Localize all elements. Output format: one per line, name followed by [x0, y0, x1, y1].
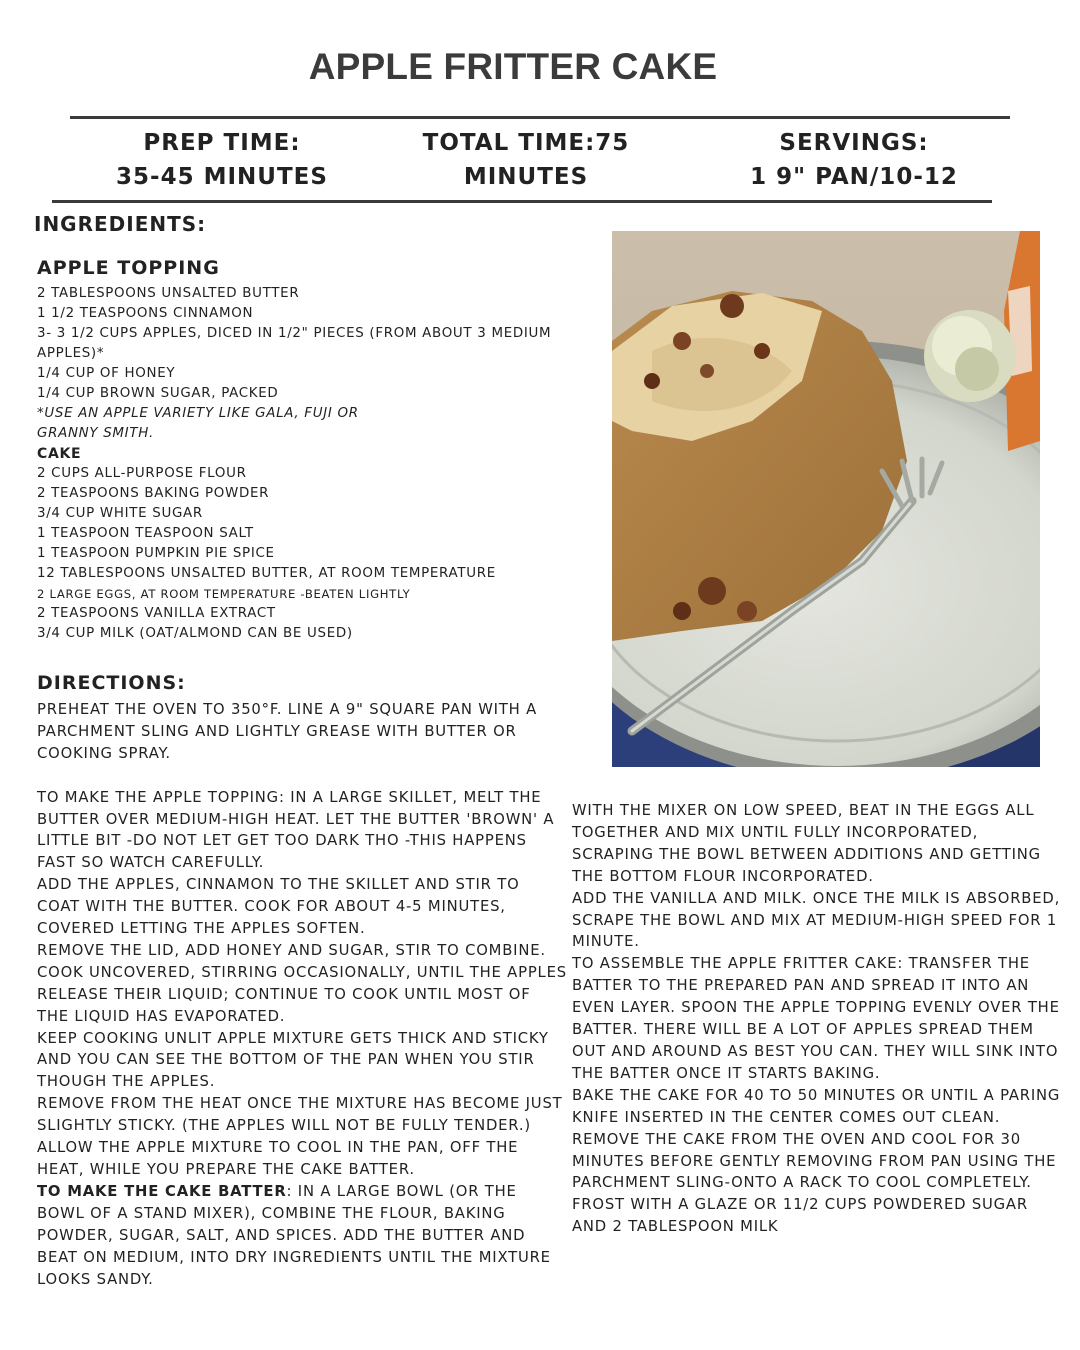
ingredient-item: 12 TABLESPOONS UNSALTED BUTTER, AT ROOM TEMPERATURE	[37, 566, 496, 581]
apple-topping-heading: APPLE TOPPING	[37, 257, 220, 279]
servings-value: 1 9" PAN/10-12	[750, 164, 958, 190]
ingredient-item: 2 CUPS ALL-PURPOSE FLOUR	[37, 466, 247, 481]
direction-step: TO MAKE THE APPLE TOPPING: IN A LARGE SKILLET, MELT THE BUTTER OVER MEDIUM-HIGH HEAT. LET THE BUTTER 'BROWN' A LITTLE BIT -DO NOT LET GET TOO DARK THO -THIS HAPPENS FAST SO WATCH CAREFULLY.	[37, 788, 555, 872]
total-time-value: MINUTES	[463, 164, 589, 190]
direction-step: ADD THE APPLES, CINNAMON TO THE SKILLET AND STIR TO COAT WITH THE BUTTER. COOK FOR ABOUT 4-5 MINUTES, COVERED LETTING THE APPLES SOFTEN.	[37, 876, 520, 938]
directions-heading: DIRECTIONS:	[37, 672, 186, 694]
ingredients-heading: INGREDIENTS:	[34, 212, 207, 236]
directions-right-column	[572, 800, 1064, 1238]
ingredient-item: 1 TEASPOON PUMPKIN PIE SPICE	[37, 546, 275, 561]
ingredient-item: 3- 3 1/2 CUPS APPLES, DICED IN 1/2" PIECES (FROM ABOUT 3 MEDIUM APPLES)*	[37, 326, 552, 361]
ingredient-item: 2 LARGE EGGS, AT ROOM TEMPERATURE -BEATEN LIGHTLY	[37, 587, 411, 601]
ingredient-item: 1 TEASPOON TEASPOON SALT	[37, 526, 254, 541]
ingredient-item: 3/4 CUP MILK (OAT/ALMOND CAN BE USED)	[37, 626, 353, 641]
divider-bottom	[52, 200, 992, 203]
ingredient-item: 2 TABLESPOONS UNSALTED BUTTER	[37, 286, 300, 301]
ingredient-item: 2 TEASPOONS VANILLA EXTRACT	[37, 606, 276, 621]
cake-batter-text: : IN A LARGE BOWL (OR THE BOWL OF A STAND MIXER), COMBINE THE FLOUR, BAKING POWDER, SUGAR, SALT, AND SPICES. ADD THE BUTTER AND BEAT ON MEDIUM, INTO DRY INGREDIENTS UNTIL THE MIXTURE LOOKS SANDY.	[37, 1182, 551, 1288]
divider-top	[70, 116, 1010, 119]
directions-left-column	[37, 699, 567, 1290]
direction-step: FROST WITH A GLAZE OR 11/2 CUPS POWDERED SUGAR AND 2 TABLESPOON MILK	[572, 1196, 1028, 1236]
ingredient-item: 1/4 CUP OF HONEY	[37, 366, 176, 381]
direction-step: REMOVE THE LID, ADD HONEY AND SUGAR, STIR TO COMBINE. COOK UNCOVERED, STIRRING OCCASIONALLY, UNTIL THE APPLES RELEASE THEIR LIQUID; CONTINUE TO COOK UNTIL MOST OF THE LIQUID HAS EVAPORATED.	[37, 941, 567, 1025]
cake-photo	[612, 231, 1040, 767]
cake-heading: CAKE	[37, 446, 82, 462]
direction-step: BAKE THE CAKE FOR 40 TO 50 MINUTES OR UNTIL A PARING KNIFE INSERTED IN THE CENTER COMES OUT CLEAN. REMOVE THE CAKE FROM THE OVEN AND COOL FOR 30 MINUTES BEFORE GENTLY REMOVING FROM PAN USING THE PARCHMENT SLING-ONTO A RACK TO COOL COMPLETELY.	[572, 1086, 1061, 1192]
ingredient-item: 2 TEASPOONS BAKING POWDER	[37, 486, 270, 501]
ingredient-item: 3/4 CUP WHITE SUGAR	[37, 506, 203, 521]
direction-step	[37, 1181, 567, 1291]
direction-step: KEEP COOKING UNLIT APPLE MIXTURE GETS THICK AND STICKY AND YOU CAN SEE THE BOTTOM OF THE PAN WHEN YOU STIR THOUGH THE APPLES.	[37, 1029, 549, 1091]
prep-time	[90, 126, 354, 194]
apple-variety-note: *USE AN APPLE VARIETY LIKE GALA, FUJI OR GRANNY SMITH.	[37, 406, 359, 441]
direction-step: ADD THE VANILLA AND MILK. ONCE THE MILK IS ABSORBED, SCRAPE THE BOWL AND MIX AT MEDIUM-HIGH SPEED FOR 1 MINUTE.	[572, 889, 1061, 951]
direction-step: WITH THE MIXER ON LOW SPEED, BEAT IN THE EGGS ALL TOGETHER AND MIX UNTIL FULLY INCORPORATED, SCRAPING THE BOWL BETWEEN ADDITIONS AND GETTING THE BOTTOM FLOUR INCORPORATED.	[572, 802, 1041, 885]
prep-time-value: 35-45 MINUTES	[116, 164, 328, 190]
direction-step: TO ASSEMBLE THE APPLE FRITTER CAKE: TRANSFER THE BATTER TO THE PREPARED PAN AND SPREAD IT INTO AN EVEN LAYER. SPOON THE APPLE TOPPING EVENLY OVER THE BATTER. THERE WILL BE A LOT OF APPLES SPREAD THEM OUT AND AROUND AS BEST YOU CAN. THEY WILL SINK INTO THE BATTER ONCE IT STARTS BAKING.	[572, 955, 1060, 1082]
ingredient-item: 1/4 CUP BROWN SUGAR, PACKED	[37, 386, 279, 401]
ingredient-item: 1 1/2 TEASPOONS CINNAMON	[37, 306, 254, 321]
servings	[722, 126, 986, 194]
total-time-label: TOTAL TIME:75	[422, 130, 630, 156]
page-title: APPLE FRITTER CAKE	[308, 46, 718, 87]
paragraph-spacer	[37, 765, 567, 787]
prep-time-label: PREP TIME:	[143, 130, 301, 156]
servings-label: SERVINGS:	[779, 130, 929, 156]
ingredient-list	[37, 284, 567, 644]
total-time	[400, 126, 652, 194]
direction-step: PREHEAT THE OVEN TO 350°F. LINE A 9" SQUARE PAN WITH A PARCHMENT SLING AND LIGHTLY GREASE WITH BUTTER OR COOKING SPRAY.	[37, 701, 538, 762]
direction-step: REMOVE FROM THE HEAT ONCE THE MIXTURE HAS BECOME JUST SLIGHTLY STICKY. (THE APPLES WILL NOT BE FULLY TENDER.) ALLOW THE APPLE MIXTURE TO COOL IN THE PAN, OFF THE HEAT, WHILE YOU PREPARE THE CAKE BATTER.	[37, 1095, 563, 1179]
cake-batter-lead: TO MAKE THE CAKE BATTER	[37, 1182, 287, 1200]
